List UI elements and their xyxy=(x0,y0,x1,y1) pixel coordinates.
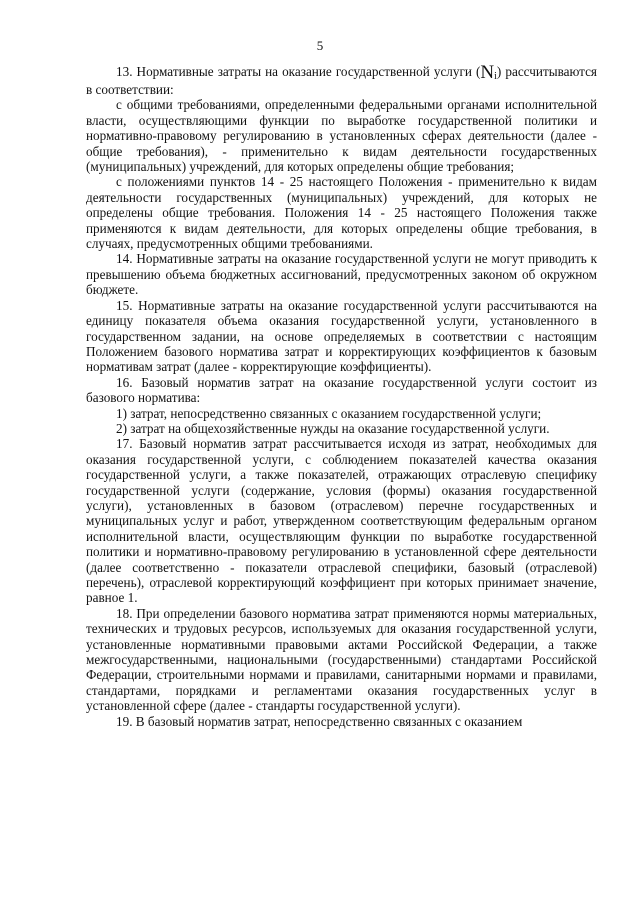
formula-symbol: $N_i$ xyxy=(480,62,497,83)
document-body xyxy=(86,64,597,729)
paragraph-13-item-b: с положениями пунктов 14 - 25 настоящего Положения - применительно к видам деятельности государственных (муниципальных) учреждений, для которых не определены общие требования. Положения 14 - 25 настоящего Положения также применяются к видам деятельности, для которых определены общие требования, в случаях, предусмотренных общими требованиями. xyxy=(86,174,597,252)
paragraph-19: 19. В базовый норматив затрат, непосредственно связанных с оказанием xyxy=(116,713,523,729)
paragraph-13-item-a: с общими требованиями, определенными федеральными органами исполнительной власти, осуществляющими функции по выработке государственной политики и нормативно-правовому регулированию в установленных сферах деятельности (далее - общие требования), - применительно к видам деятельности государственных (муниципальных) учреждений, для которых определены общие требования; xyxy=(86,97,597,175)
paragraph-16-item-1: 1) затрат, непосредственно связанных с оказанием государственной услуги; xyxy=(116,405,542,421)
paragraph-18: 18. При определении базового норматива затрат применяются нормы материальных, технических и трудовых ресурсов, используемых для оказания государственной услуги, установленные нормативными правовыми актами Российской Федерации, а также межгосударственными, национальными (государственными) стандартами Российской Федерации, строительными нормами и правилами, санитарными нормами и правилами, стандартами, порядками и регламентами оказания государственных услуг в установленной сфере (далее - стандарты государственной услуги). xyxy=(86,605,597,714)
paragraph-13 xyxy=(86,64,597,97)
paragraph-17: 17. Базовый норматив затрат рассчитывается исходя из затрат, необходимых для оказания государственной услуги, с соблюдением показателей качества оказания государственной услуги, а также показателей, отражающих отраслевую специфику государственной услуги (содержание, условия (формы) оказания государственной услуги), установленных в базовом (отраслевом) перечне государственных и муниципальных услуг и работ, утвержденном соответствующим федеральным органом исполнительной власти, осуществляющим функции по выработке государственной политики и нормативно-правовому регулированию в установленной сфере деятельности (далее соответственно - показатели отраслевой специфики, базовый (отраслевой) перечень), отраслевой корректирующий коэффициент при которых принимает значение, равное 1. xyxy=(86,436,597,606)
paragraph-16: 16. Базовый норматив затрат на оказание государственной услуги состоит из базового норматива: xyxy=(86,374,597,406)
page-number: 5 xyxy=(316,38,324,53)
paragraph-15: 15. Нормативные затраты на оказание государственной услуги рассчитываются на единицу показателя объема оказания государственной услуги, установленного в государственном задании, на основе определяемых в соответствии с настоящим Положением базового норматива затрат и корректирующих коэффициентов к базовым нормативам затрат (далее - корректирующие коэффициенты). xyxy=(86,297,597,375)
paragraph-13-tail: ) рассчитываются в соответствии: xyxy=(86,64,597,97)
paragraph-16-item-2: 2) затрат на общехозяйственные нужды на оказание государственной услуги. xyxy=(116,420,550,436)
paragraph-14: 14. Нормативные затраты на оказание государственной услуги не могут приводить к превышению объема бюджетных ассигнований, предусмотренных законом об окружном бюджете. xyxy=(86,251,597,298)
paragraph-13-lead: 13. Нормативные затраты на оказание государственной услуги ( xyxy=(116,64,481,79)
